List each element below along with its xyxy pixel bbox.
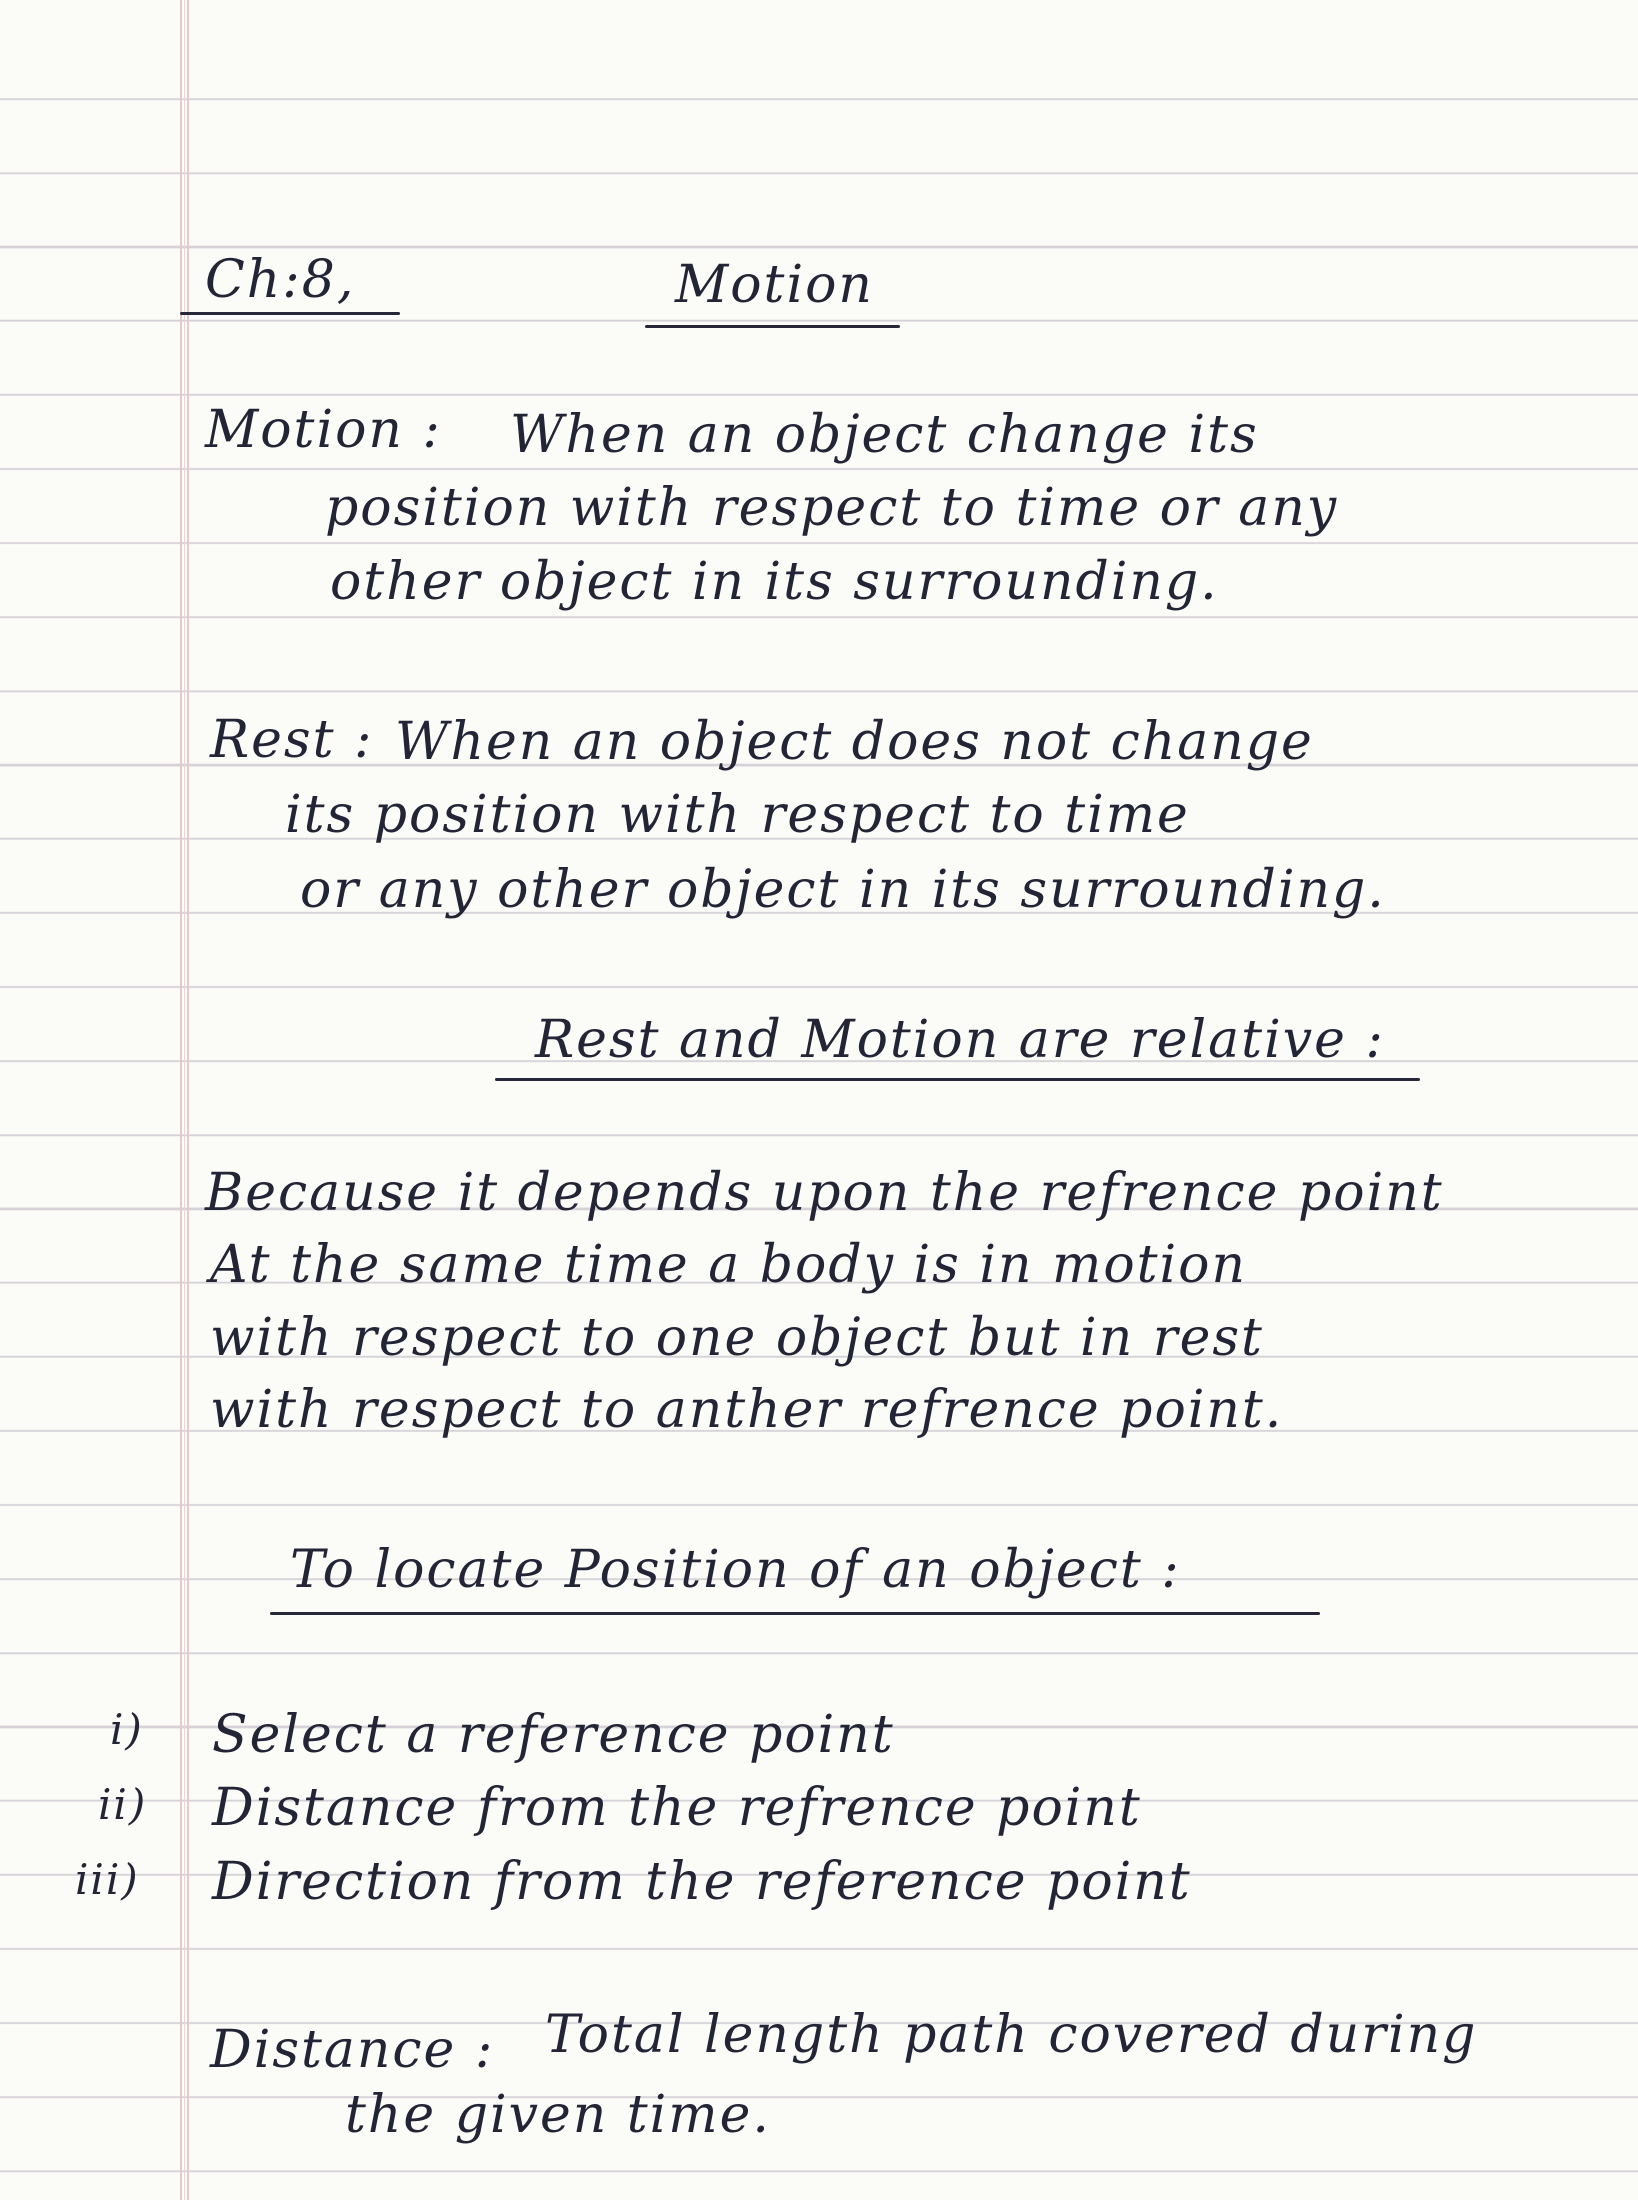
relative-heading-underline (495, 1078, 1420, 1081)
title-underline (645, 325, 900, 328)
motion-line: position with respect to time or any (325, 478, 1339, 538)
distance-line: Total length path covered during (545, 2005, 1478, 2065)
distance-term: Distance : (210, 2020, 495, 2080)
rest-line: its position with respect to time (285, 785, 1190, 845)
rest-term: Rest : (210, 710, 374, 770)
list-item: Distance from the refrence point (212, 1778, 1142, 1838)
motion-term: Motion : (205, 400, 442, 460)
list-marker: ii) (98, 1780, 148, 1829)
locate-heading: To locate Position of an object : (290, 1540, 1181, 1600)
motion-line: other object in its surrounding. (330, 552, 1219, 612)
page-title: Motion (675, 255, 874, 315)
motion-line: When an object change its (510, 405, 1259, 465)
relative-line: with respect to anther refrence point. (210, 1380, 1284, 1440)
chapter-underline (180, 312, 400, 315)
locate-heading-underline (270, 1612, 1320, 1615)
margin-line (180, 0, 182, 2200)
chapter-label: Ch:8, (205, 250, 356, 310)
list-marker: i) (110, 1705, 144, 1754)
rest-line: When an object does not change (395, 712, 1314, 772)
margin-line (184, 0, 185, 2200)
relative-line: Because it depends upon the refrence point (205, 1163, 1444, 1223)
relative-line: with respect to one object but in rest (210, 1308, 1264, 1368)
list-item: Select a reference point (212, 1705, 895, 1765)
list-marker: iii) (75, 1855, 140, 1904)
list-item: Direction from the reference point (212, 1852, 1192, 1912)
relative-heading: Rest and Motion are relative : (535, 1010, 1385, 1070)
rest-line: or any other object in its surrounding. (300, 860, 1386, 920)
margin-line (187, 0, 189, 2200)
distance-line: the given time. (345, 2085, 771, 2145)
relative-line: At the same time a body is in motion (210, 1235, 1247, 1295)
